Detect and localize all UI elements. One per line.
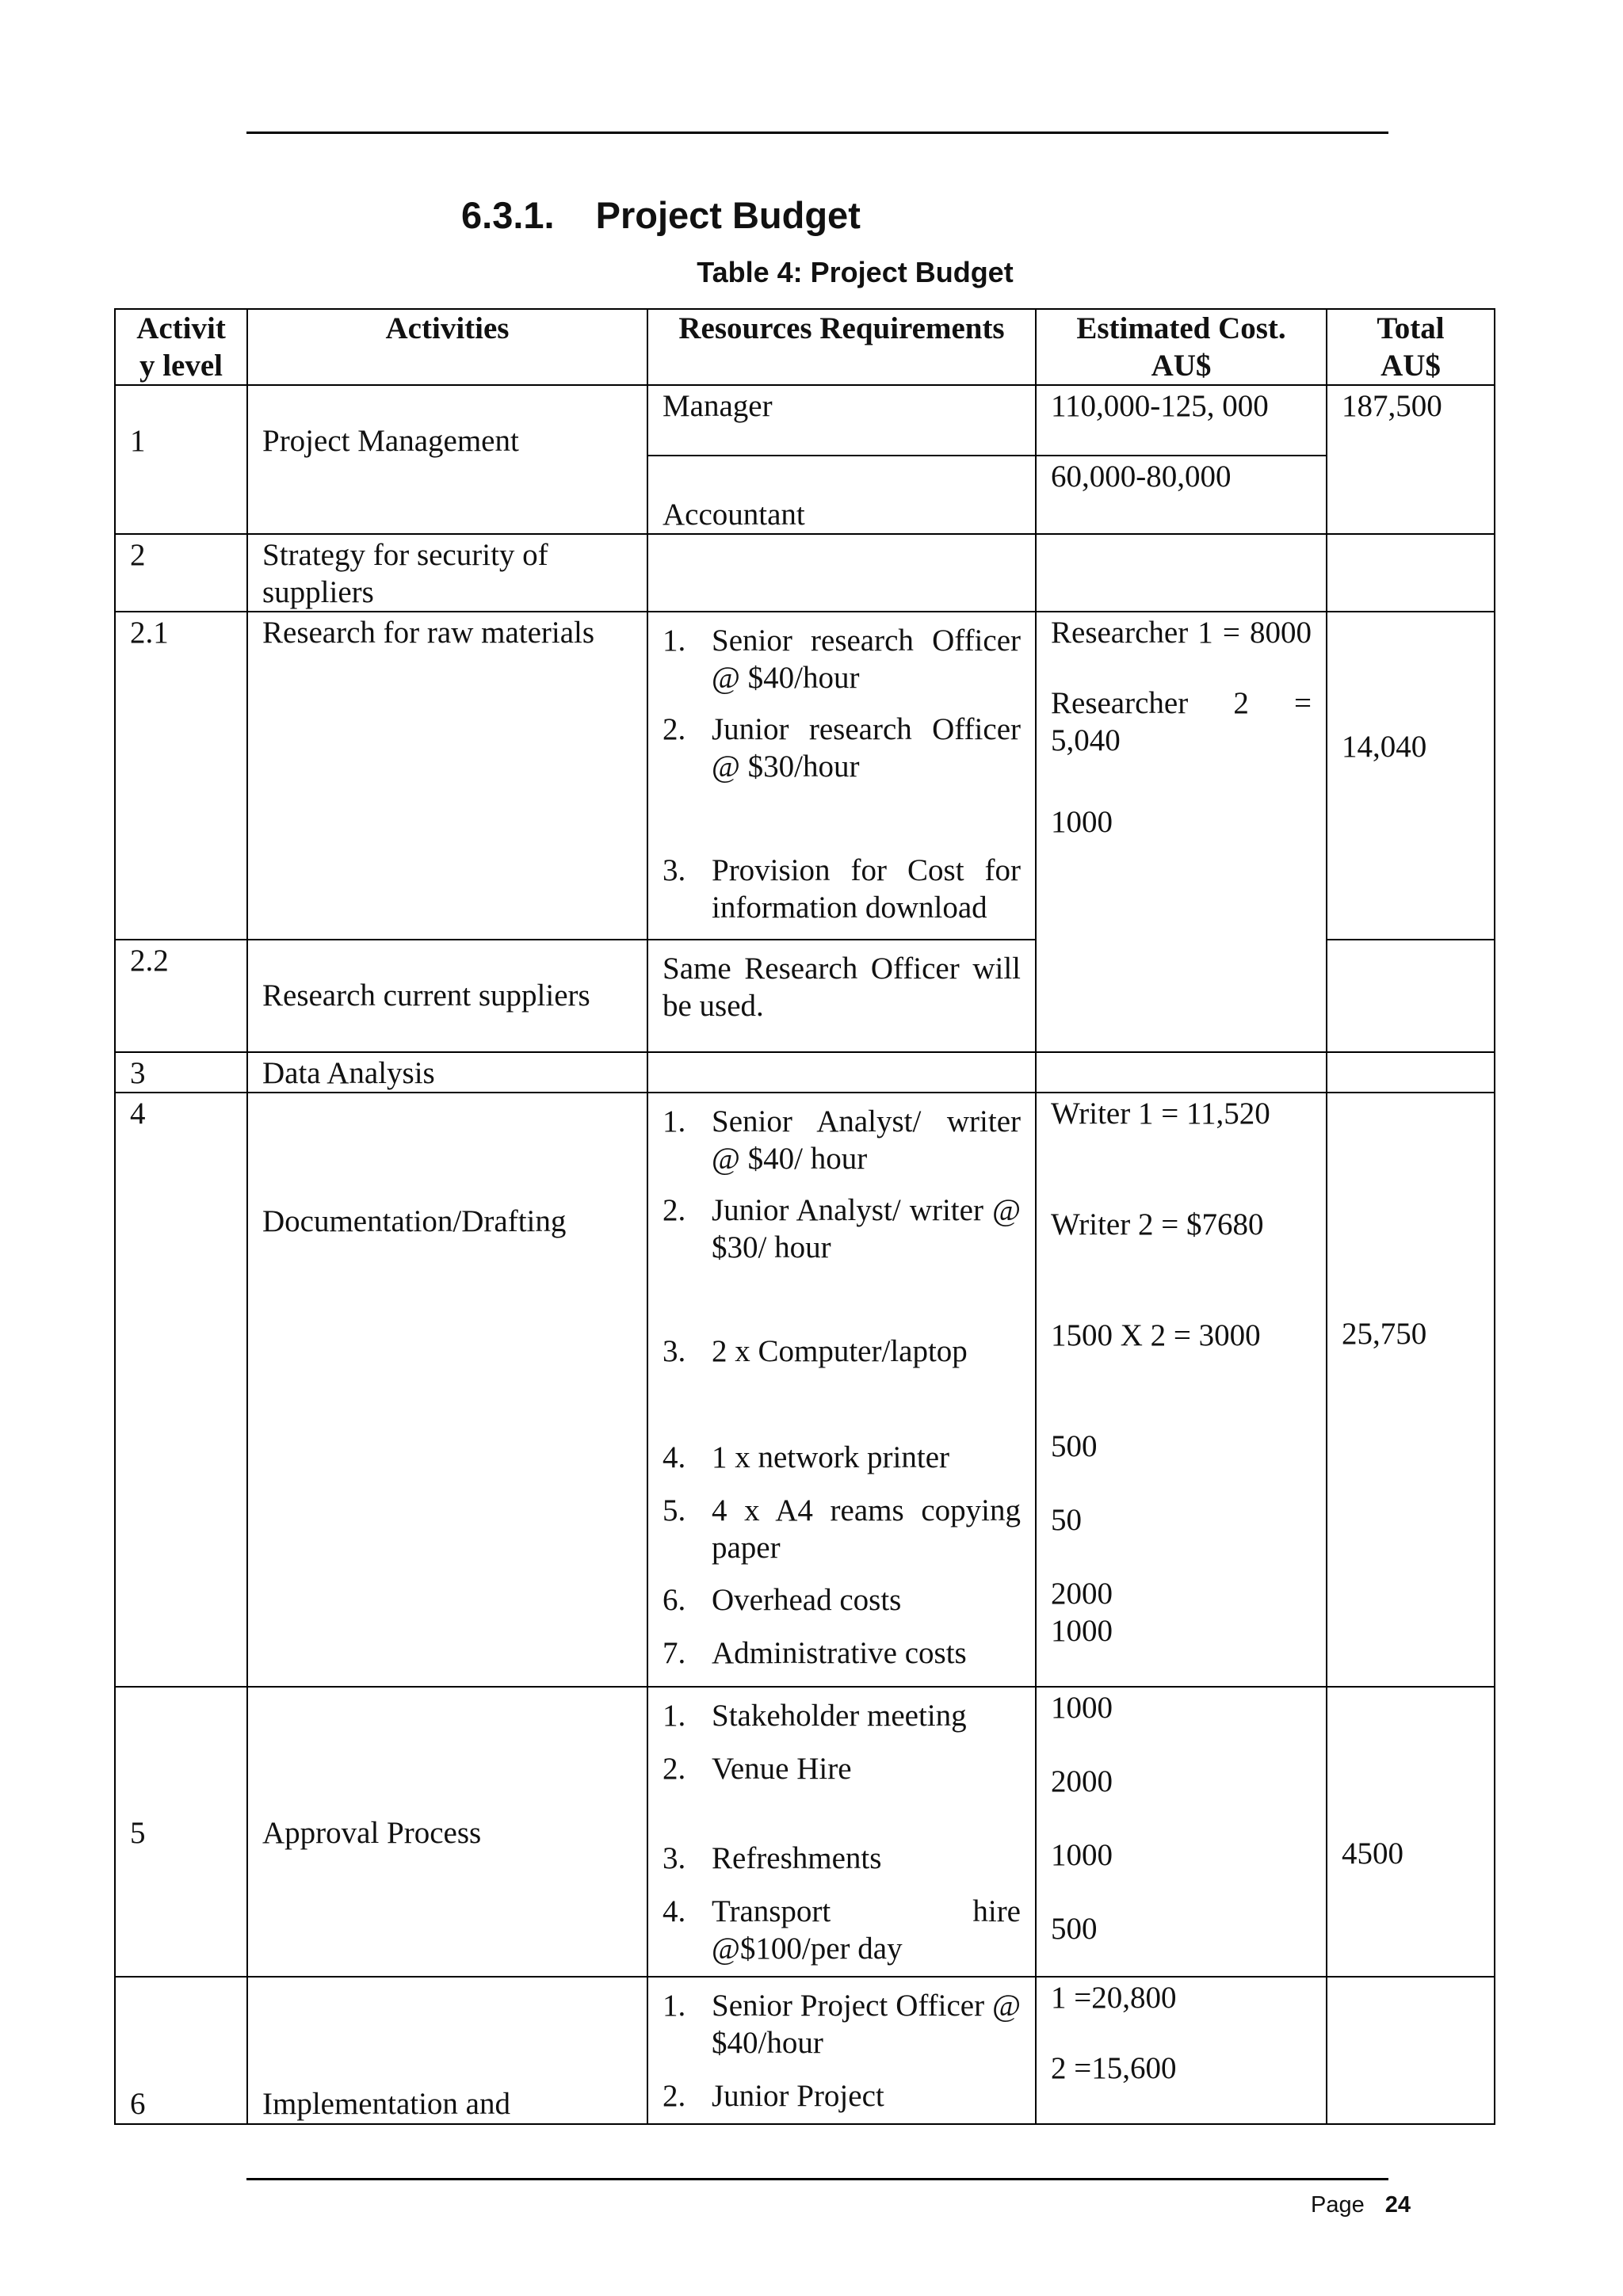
- total-cell: 4500: [1327, 1687, 1495, 1977]
- cost-cell: [1036, 534, 1327, 612]
- total-cell: [1327, 1052, 1495, 1093]
- cost-cell: Writer 1 = 11,520 Writer 2 = $7680 1500 X 2 = 3000 500 50 2000 1000: [1036, 1093, 1327, 1687]
- activity-cell: Strategy for security of suppliers: [247, 534, 647, 612]
- header-rule: [246, 132, 1388, 134]
- resources-cell: [647, 612, 1036, 940]
- level-cell: 4: [115, 1093, 247, 1687]
- level-cell: 2.1: [115, 612, 247, 940]
- list-item: 3. Refreshments: [663, 1841, 882, 1875]
- project-budget-table: [114, 308, 1495, 2125]
- table-caption: Table 4: Project Budget: [697, 256, 1014, 288]
- list-item: 6. Overhead costs: [663, 1583, 902, 1617]
- total-cell: [1327, 1977, 1495, 2124]
- table-row: [115, 1687, 1495, 1977]
- footer-rule: [246, 2178, 1388, 2180]
- table-row: [115, 534, 1495, 612]
- list-item: 2. Junior Project: [663, 2079, 884, 2113]
- list-item: 7. Administrative costs: [663, 1636, 967, 1670]
- list-item: 2. Venue Hire: [663, 1752, 852, 1786]
- list-item: 1. Senior Project Officer @ $40/hour: [663, 1989, 1021, 2060]
- table-row: [115, 1052, 1495, 1093]
- cost-cell: 110,000-125, 000 60,000-80,000: [1036, 385, 1327, 534]
- level-cell: 6: [115, 1977, 247, 2124]
- list-item: 4. 1 x network printer: [663, 1440, 950, 1474]
- resources-cell: [647, 534, 1036, 612]
- resources-cell: [647, 1977, 1036, 2124]
- total-cell: 187,500: [1327, 385, 1495, 534]
- activity-cell: Research current suppliers: [247, 940, 647, 1052]
- list-item: 1. Senior Analyst/ writer @ $40/ hour: [663, 1104, 1021, 1176]
- level-cell: 1: [115, 385, 247, 534]
- list-item: 3. Provision for Cost for information download: [663, 853, 1021, 925]
- activity-cell: Project Management: [247, 385, 647, 534]
- table-row: [115, 612, 1495, 940]
- table-row: [115, 385, 1495, 534]
- table-row: [115, 1093, 1495, 1687]
- activity-cell: Implementation and: [247, 1977, 647, 2124]
- total-cell: [1327, 940, 1495, 1052]
- cost-cell: 1 =20,800 2 =15,600: [1036, 1977, 1327, 2124]
- list-item: 1. Senior research Officer @ $40/hour: [663, 624, 1021, 695]
- activity-cell: Approval Process: [247, 1687, 647, 1977]
- section-heading: [461, 193, 861, 237]
- level-cell: 2.2: [115, 940, 247, 1052]
- header-resources: Resources Requirements: [647, 309, 1036, 385]
- activity-cell: Research for raw materials: [247, 612, 647, 940]
- total-cell: 14,040: [1327, 612, 1495, 940]
- activity-cell: Documentation/Drafting: [247, 1093, 647, 1687]
- total-cell: 25,750: [1327, 1093, 1495, 1687]
- page-footer: [1311, 2192, 1411, 2218]
- page-number: 24: [1384, 2192, 1411, 2218]
- header-estimated-cost: Estimated Cost. AU$: [1036, 309, 1327, 385]
- cost-cell: Researcher 1 = 8000 Researcher 2 = 5,040 1000: [1036, 612, 1327, 1052]
- level-cell: 2: [115, 534, 247, 612]
- header-activities: Activities: [247, 309, 647, 385]
- total-cell: [1327, 534, 1495, 612]
- cost-cell: 1000 2000 1000 500: [1036, 1687, 1327, 1977]
- resources-cell: [647, 1093, 1036, 1687]
- resources-cell: [647, 1052, 1036, 1093]
- list-item: 5. 4 x A4 reams copying paper: [663, 1493, 1021, 1565]
- level-cell: 3: [115, 1052, 247, 1093]
- list-item: 2. Junior Analyst/ writer @ $30/ hour: [663, 1193, 1021, 1264]
- table-header-row: [115, 309, 1495, 385]
- activity-cell: Data Analysis: [247, 1052, 647, 1093]
- list-item: 1. Stakeholder meeting: [663, 1699, 967, 1733]
- list-item: 4. Transport hire @$100/per day: [663, 1894, 1021, 1966]
- page-label: Page: [1311, 2192, 1365, 2218]
- header-activity-level: Activit y level: [115, 309, 247, 385]
- section-title: Project Budget: [595, 194, 861, 236]
- resources-cell: Same Research Officer will be used.: [647, 940, 1036, 1052]
- section-number: 6.3.1.: [461, 194, 555, 236]
- header-total: Total AU$: [1327, 309, 1495, 385]
- resources-cell: [647, 1687, 1036, 1977]
- cost-cell: [1036, 1052, 1327, 1093]
- list-item: 2. Junior research Officer @ $30/hour: [663, 712, 1021, 784]
- level-cell: 5: [115, 1687, 247, 1977]
- list-item: 3. 2 x Computer/laptop: [663, 1334, 968, 1368]
- table-row: [115, 1977, 1495, 2124]
- resources-cell: Manager Accountant: [647, 385, 1036, 534]
